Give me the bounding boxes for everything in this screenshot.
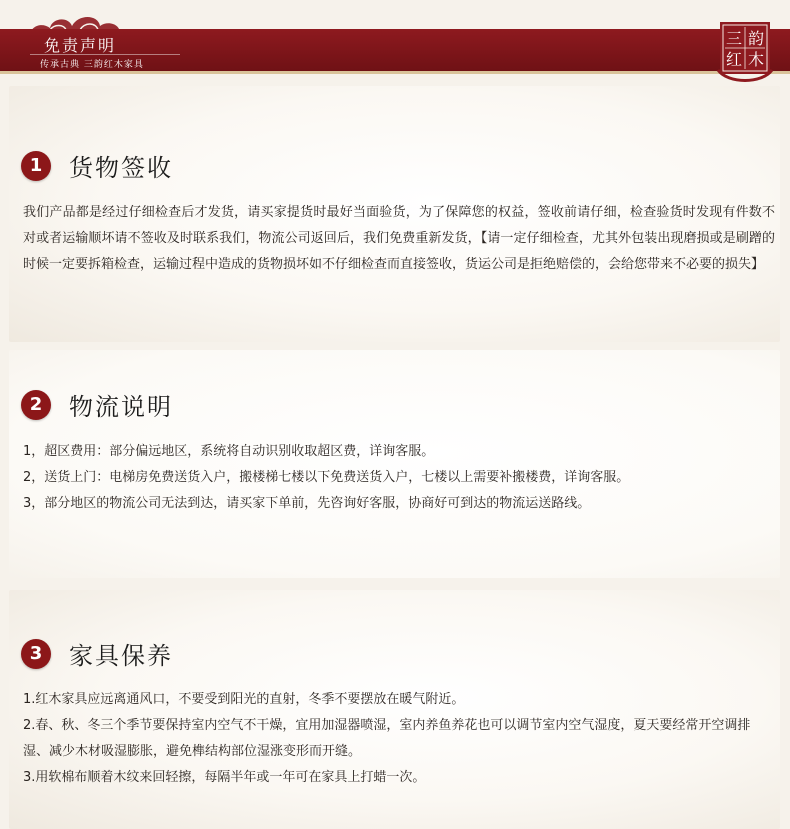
section-maintenance (9, 590, 780, 829)
list-item: 1.红木家具应远离通风口，不要受到阳光的直射，冬季不要摆放在暖气附近。 (23, 692, 465, 707)
section-number-badge: 2 (21, 390, 51, 420)
brand-seal-logo (714, 18, 776, 86)
section-receipt (9, 86, 780, 342)
section-header (21, 636, 173, 671)
section-title: 物流说明 (69, 393, 173, 421)
svg-text:三: 三 (725, 29, 743, 48)
list-item: 2，送货上门：电梯房免费送货入户，搬楼梯七楼以下免费送货入户，七楼以上需要补搬楼费，详询客服。 (23, 470, 630, 485)
title-banner (0, 29, 790, 74)
section-logistics (9, 350, 780, 578)
section-title: 货物签收 (69, 154, 173, 182)
section-number-badge: 1 (21, 151, 51, 181)
svg-text:韵: 韵 (747, 29, 765, 48)
banner-divider (30, 54, 180, 55)
svg-text:红: 红 (725, 50, 743, 69)
section-list (23, 439, 775, 517)
section-list (23, 687, 775, 791)
list-item: 1，超区费用：部分偏远地区，系统将自动识别收取超区费，详询客服。 (23, 444, 435, 459)
section-header (21, 387, 173, 422)
svg-text:木: 木 (747, 50, 765, 69)
page-subtitle: 传承古典 三韵红木家具 (40, 60, 144, 70)
list-item: 2.春、秋、冬三个季节要保持室内空气不干燥，宜用加湿器喷湿，室内养鱼养花也可以调节室内空气湿度，夏天要经常开空调排湿、减少木材吸湿膨胀，避免榫结构部位湿涨变形而开缝。 (23, 718, 751, 759)
section-header (21, 148, 173, 183)
section-number-badge: 3 (21, 639, 51, 669)
page-title: 免责声明 (44, 36, 117, 55)
section-title: 家具保养 (69, 642, 173, 670)
section-paragraph: 我们产品都是经过仔细检查后才发货，请买家提货时最好当面验货，为了保障您的权益，签收前请仔细，检查验货时发现有件数不对或者运输顺坏请不签收及时联系我们，物流公司返回后，我们免费重新发货，【请一定仔细检查，尤其外包装出现磨损或是刷蹭的时候一定要拆箱检查，运输过程中造成的货物损坏如不仔细检查而直接签收，货运公司是拒绝赔偿的，会给您带来不必要的损失】 (23, 205, 775, 272)
list-item: 3，部分地区的物流公司无法到达，请买家下单前，先咨询好客服，协商好可到达的物流运送路线。 (23, 496, 591, 511)
list-item: 3.用软棉布顺着木纹来回轻擦，每隔半年或一年可在家具上打蜡一次。 (23, 770, 426, 785)
page-header (0, 0, 790, 80)
